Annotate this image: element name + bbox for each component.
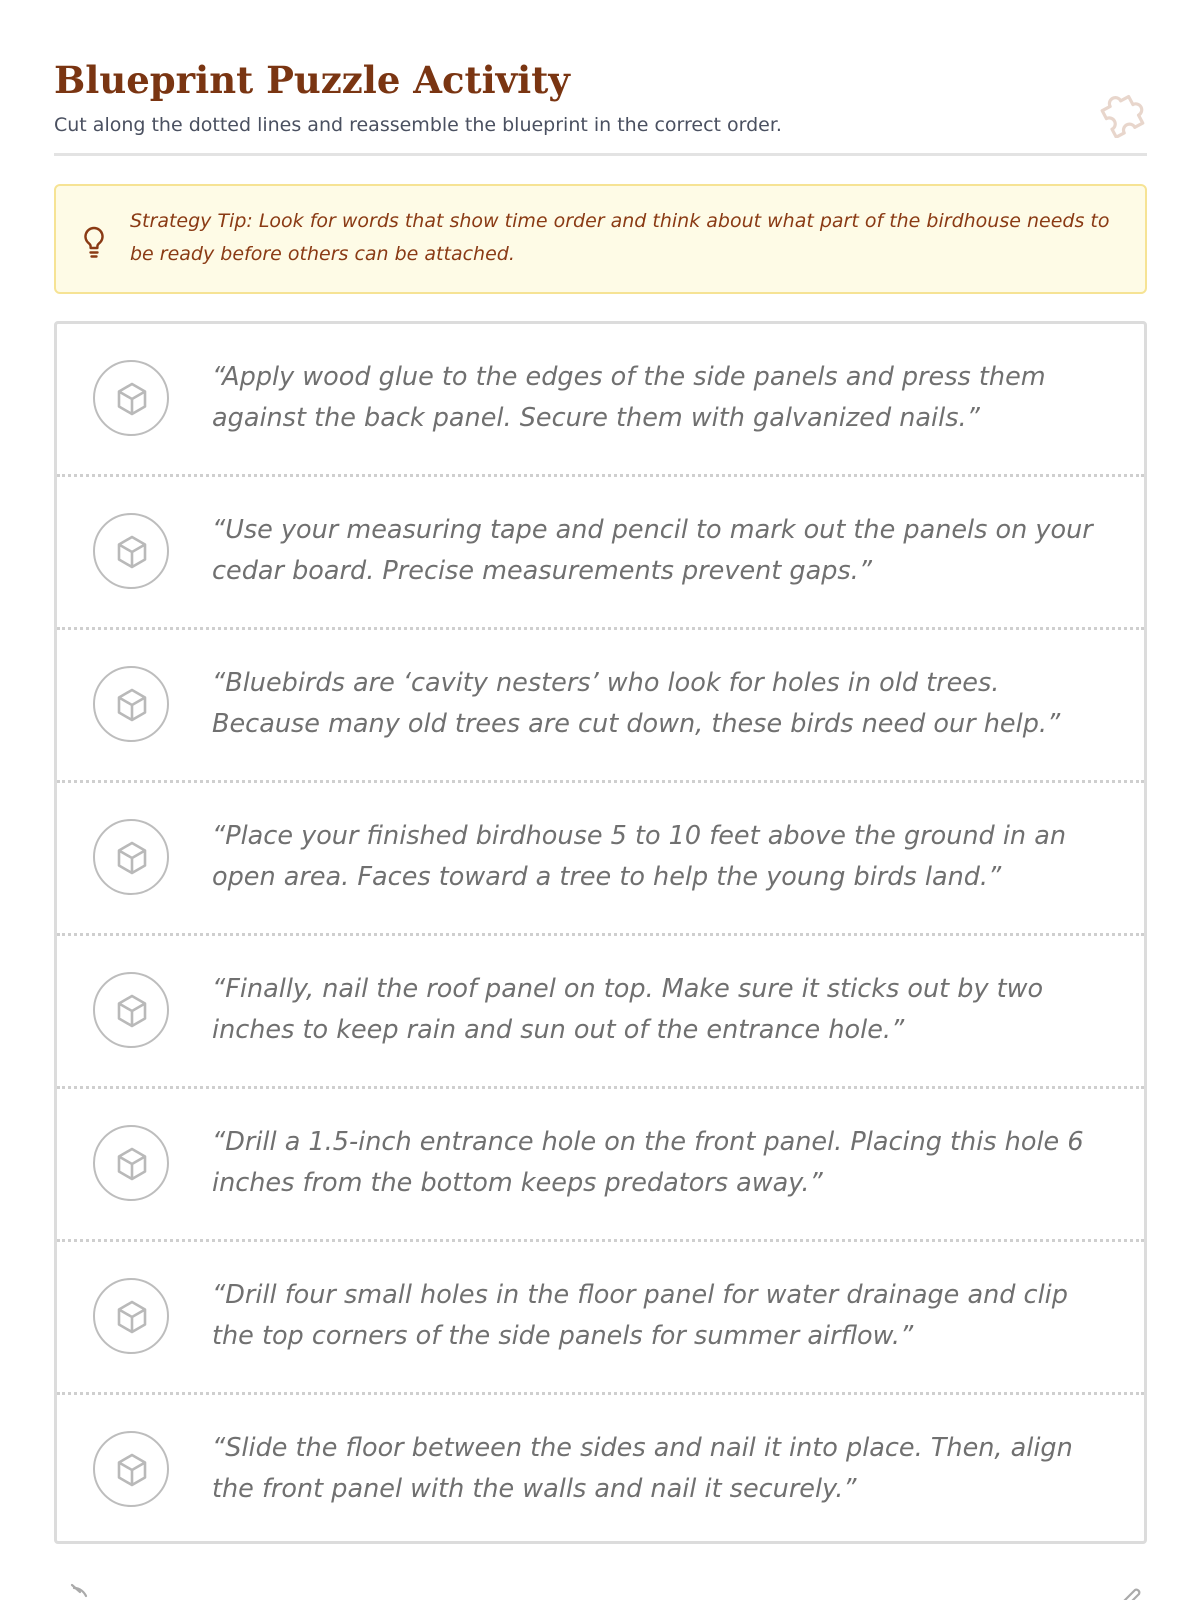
cube-icon xyxy=(114,687,150,723)
piece-text: “Drill a 1.5-inch entrance hole on the front panel. Placing this hole 6 inches from the bottom keeps predators away.” xyxy=(212,1127,1084,1198)
puzzle-piece-8[interactable] xyxy=(57,1395,1144,1548)
cube-icon xyxy=(114,534,150,570)
piece-text: “Place your finished birdhouse 5 to 10 feet above the ground in an open area. Faces toward a tree to help the young birds land.” xyxy=(212,821,1066,892)
puzzle-piece-3[interactable] xyxy=(57,630,1144,783)
piece-icon-badge xyxy=(93,513,169,589)
cube-icon xyxy=(114,381,150,417)
piece-icon-badge xyxy=(93,360,169,436)
strategy-tip-callout xyxy=(54,184,1147,294)
strategy-tip-text: Strategy Tip: Look for words that show time order and think about what part of the birdhouse needs to be ready before others can be attached. xyxy=(130,210,1110,265)
puzzle-piece-7[interactable] xyxy=(57,1242,1144,1395)
piece-text: “Drill four small holes in the floor panel for water drainage and clip the top corners of the side panels for summer airflow.” xyxy=(212,1280,1068,1351)
lightbulb-icon xyxy=(80,224,108,260)
piece-icon-badge xyxy=(93,666,169,742)
piece-icon-badge xyxy=(93,1431,169,1507)
cube-icon xyxy=(114,1299,150,1335)
piece-text: “Bluebirds are ‘cavity nesters’ who look for holes in old trees. Because many old trees are cut down, these birds need our help.” xyxy=(212,668,1061,739)
activity-page xyxy=(54,0,1147,1600)
piece-icon-badge xyxy=(93,819,169,895)
piece-text: “Finally, nail the roof panel on top. Make sure it sticks out by two inches to keep rain and sun out of the entrance hole.” xyxy=(212,974,1044,1045)
cube-icon xyxy=(114,1452,150,1488)
puzzle-piece-5[interactable] xyxy=(57,936,1144,1089)
puzzle-piece-icon xyxy=(1095,86,1147,138)
cube-icon xyxy=(114,1146,150,1182)
scissors-icon xyxy=(70,1582,100,1600)
puzzle-piece-2[interactable] xyxy=(57,477,1144,630)
piece-icon-badge xyxy=(93,1125,169,1201)
page-subtitle: Cut along the dotted lines and reassemble the blueprint in the correct order. xyxy=(54,114,782,136)
piece-text: “Use your measuring tape and pencil to mark out the panels on your cedar board. Precise measurements prevent gaps.” xyxy=(212,515,1093,586)
puzzle-piece-4[interactable] xyxy=(57,783,1144,936)
cube-icon xyxy=(114,840,150,876)
piece-text: “Slide the floor between the sides and nail it into place. Then, align the front panel with the walls and nail it securely.” xyxy=(212,1433,1073,1504)
cube-icon xyxy=(114,993,150,1029)
piece-text: “Apply wood glue to the edges of the side panels and press them against the back panel. Secure them with galvanized nails.” xyxy=(212,362,1046,433)
page-header xyxy=(54,52,1147,156)
pencil-icon xyxy=(1113,1582,1143,1600)
piece-icon-badge xyxy=(93,972,169,1048)
puzzle-pieces-board xyxy=(54,321,1147,1544)
page-title: Blueprint Puzzle Activity xyxy=(54,58,570,102)
puzzle-piece-6[interactable] xyxy=(57,1089,1144,1242)
puzzle-piece-1[interactable] xyxy=(57,324,1144,477)
piece-icon-badge xyxy=(93,1278,169,1354)
